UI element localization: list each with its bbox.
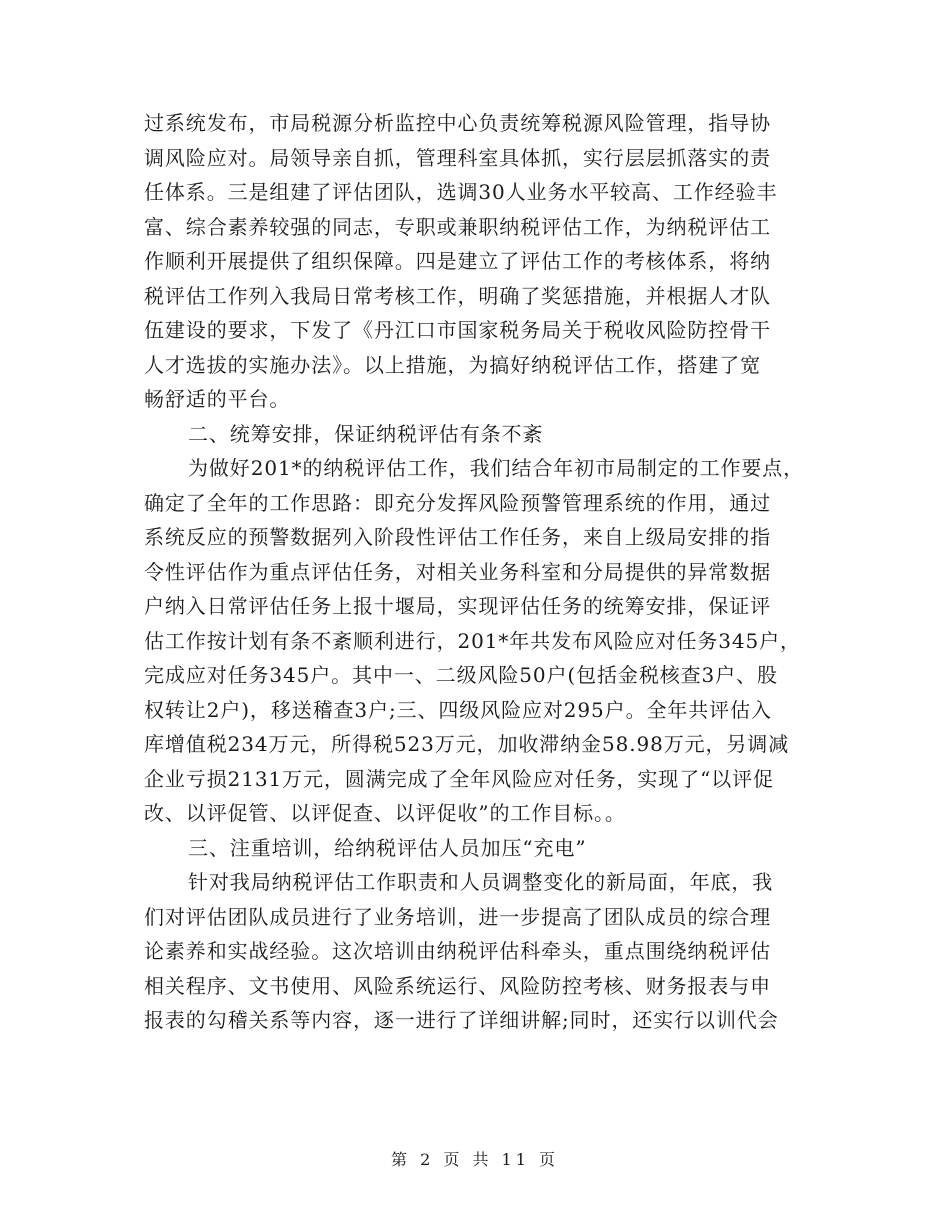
text-line: 富、综合素养较强的同志，专职或兼职纳税评估工作，为纳税评估工 [144, 214, 771, 239]
text-line: 库增值税234万元，所得税523万元，加收滞纳金58.98万元，另调减 [144, 732, 790, 756]
text-line: 论素养和实战经验。这次培训由纳税评估科牵头，重点围绕纳税评估 [144, 939, 771, 963]
text-line: 们对评估团队成员进行了业务培训，进一步提高了团队成员的综合理 [144, 904, 771, 929]
text-line: 系统反应的预警数据列入阶段性评估工作任务，来自上级局安排的指 [144, 525, 771, 549]
text-line: 确定了全年的工作思路：即充分发挥风险预警管理系统的作用，通过 [144, 490, 771, 515]
text-line: 为做好201*的纳税评估工作，我们结合年初市局制定的工作要点， [188, 456, 805, 480]
text-line: 调风险应对。局领导亲自抓，管理科室具体抓，实行层层抓落实的责 [144, 145, 771, 170]
text-line: 完成应对任务345户。其中一、二级风险50户(包括金税核查3户、股 [144, 663, 778, 687]
document-body [144, 106, 824, 1038]
text-line: 权转让2户)，移送稽查3户;三、四级风险应对295户。全年共评估入 [144, 697, 772, 722]
text-line: 三、注重培训，给纳税评估人员加压“充电” [188, 835, 587, 860]
text-line: 二、统筹安排，保证纳税评估有条不紊 [188, 421, 544, 446]
text-line: 作顺利开展提供了组织保障。四是建立了评估工作的考核体系，将纳 [144, 249, 771, 273]
text-line: 改、以评促管、以评促查、以评促收”的工作目标。。 [144, 801, 626, 825]
text-line: 估工作按计划有条不紊顺利进行，201*年共发布风险应对任务345户， [144, 628, 801, 653]
text-line: 税评估工作列入我局日常考核工作，明确了奖惩措施，并根据人才队 [144, 283, 771, 308]
text-line: 针对我局纳税评估工作职责和人员调整变化的新局面，年底，我 [188, 870, 774, 894]
text-line: 户纳入日常评估任务上报十堰局，实现评估任务的统筹安排，保证评 [144, 594, 771, 618]
text-line: 人才选拔的实施办法》。以上措施，为搞好纳税评估工作，搭建了宽 [144, 352, 761, 377]
text-line: 企业亏损2131万元，圆满完成了全年风险应对任务，实现了“以评促 [144, 766, 774, 791]
text-line: 伍建设的要求，下发了《丹江口市国家税务局关于税收风险防控骨干 [144, 318, 771, 342]
text-line: 相关程序、文书使用、风险系统运行、风险防控考核、财务报表与申 [144, 973, 771, 998]
text-line: 过系统发布，市局税源分析监控中心负责统筹税源风险管理，指导协 [144, 111, 771, 135]
text-line: 畅舒适的平台。 [144, 387, 291, 411]
text-line: 令性评估作为重点评估任务，对相关业务科室和分局提供的异常数据 [144, 559, 771, 584]
text-line: 报表的勾稽关系等内容，逐一进行了详细讲解;同时，还实行以训代会 [144, 1008, 779, 1032]
page-number-footer: 第 2 页 共 11 页 [391, 1150, 559, 1169]
text-line: 任体系。三是组建了评估团队，选调30人业务水平较高、工作经验丰 [144, 180, 778, 204]
